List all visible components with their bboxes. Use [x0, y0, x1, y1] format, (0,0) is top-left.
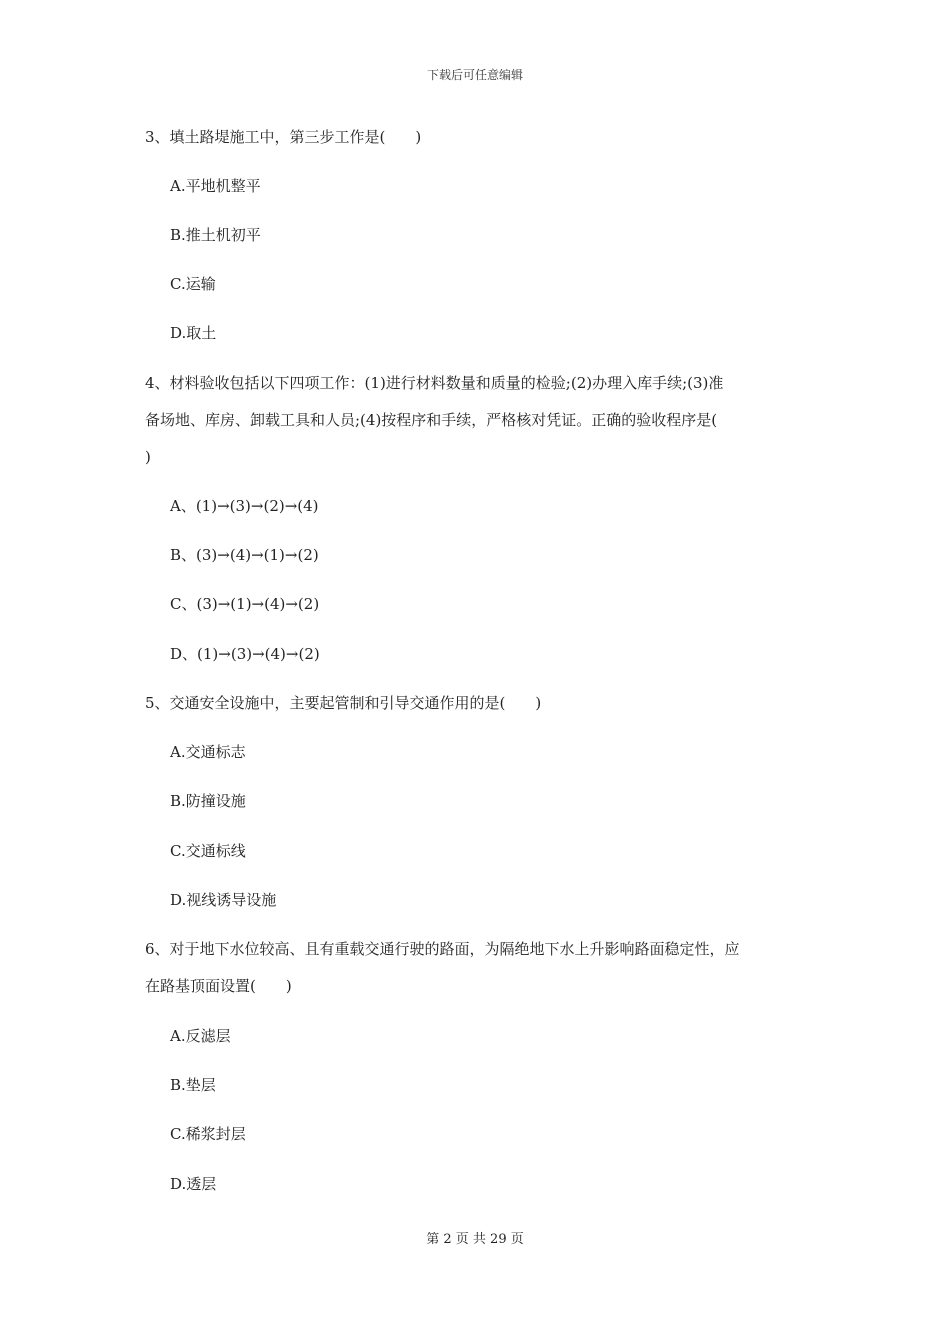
question-3-option-d: D.取土 — [170, 324, 217, 342]
question-5-option-c: C.交通标线 — [170, 842, 246, 860]
question-6-option-c: C.稀浆封层 — [170, 1125, 246, 1143]
question-4-stem-line-3: ) — [145, 448, 151, 466]
question-6-option-a: A.反滤层 — [170, 1027, 231, 1045]
question-6-stem-line-1: 6、对于地下水位较高、且有重载交通行驶的路面，为隔绝地下水上升影响路面稳定性，应 — [145, 940, 740, 958]
question-5-option-b: B.防撞设施 — [170, 792, 246, 810]
page-header: 下载后可任意编辑 — [426, 68, 523, 82]
question-4-option-b: B、(3)→(4)→(1)→(2) — [170, 546, 319, 564]
question-5-stem: 5、交通安全设施中，主要起管制和引导交通作用的是( ) — [145, 694, 542, 712]
question-4-option-d: D、(1)→(3)→(4)→(2) — [170, 645, 320, 663]
question-3-stem: 3、填土路堤施工中，第三步工作是( ) — [145, 128, 422, 146]
question-3-option-b: B.推土机初平 — [170, 226, 261, 244]
question-4-option-a: A、(1)→(3)→(2)→(4) — [170, 497, 319, 515]
page-footer: 第 2 页 共 29 页 — [426, 1232, 524, 1247]
question-4-option-c: C、(3)→(1)→(4)→(2) — [170, 595, 320, 613]
question-5-option-d: D.视线诱导设施 — [170, 891, 277, 909]
question-3-option-a: A.平地机整平 — [170, 177, 261, 195]
question-4-stem-line-2: 备场地、库房、卸载工具和人员;(4)按程序和手续，严格核对凭证。正确的验收程序是( — [145, 411, 718, 429]
question-6-option-b: B.垫层 — [170, 1076, 216, 1094]
question-3-option-c: C.运输 — [170, 275, 216, 293]
question-6-stem-line-2: 在路基顶面设置( ) — [145, 977, 292, 995]
question-5-option-a: A.交通标志 — [170, 743, 246, 761]
question-4-stem-line-1: 4、材料验收包括以下四项工作：(1)进行材料数量和质量的检验;(2)办理入库手续;(3)准 — [145, 374, 724, 392]
question-6-option-d: D.透层 — [170, 1175, 217, 1193]
